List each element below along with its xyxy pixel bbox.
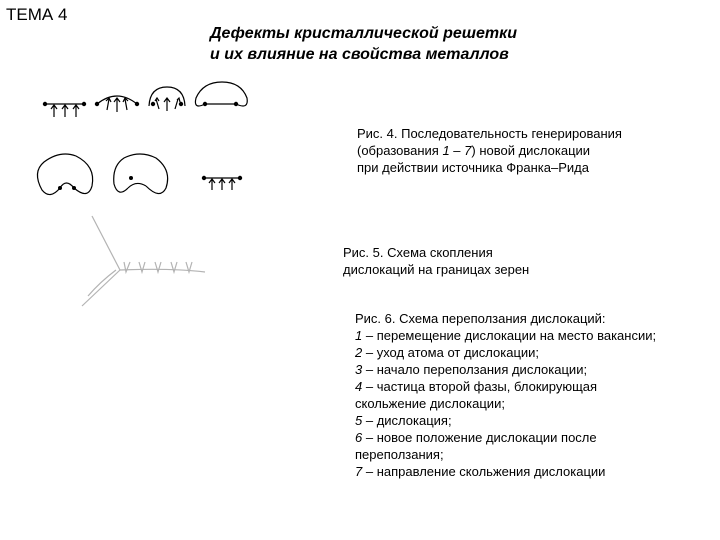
frank-read-stage-1 xyxy=(43,102,86,117)
fig6-item xyxy=(355,412,656,429)
fig6-item-text: – дислокация; xyxy=(362,413,452,428)
fig5-caption xyxy=(343,244,529,278)
fig4-line-2-range: 1 – 7 xyxy=(442,143,472,158)
fig6-item xyxy=(355,361,656,378)
frank-read-stage-2 xyxy=(95,96,139,112)
fig6-item-text: – начало переползания дислокации; xyxy=(362,362,588,377)
fig6-item-number: 2 xyxy=(355,345,363,360)
frank-read-stage-6 xyxy=(114,154,168,194)
fig6-item-text: – частица второй фазы, блокирующая xyxy=(362,379,598,394)
fig6-item-number: 6 xyxy=(355,430,363,445)
fig6-item-text: – уход атома от дислокации; xyxy=(362,345,540,360)
fig6-item xyxy=(355,378,656,395)
fig6-item-text: переползания; xyxy=(355,447,444,462)
topic-label: ТЕМА 4 xyxy=(6,5,68,24)
fig6-item xyxy=(355,463,656,480)
frank-read-stage-4 xyxy=(195,82,247,106)
fig5-line-1: Рис. 5. Схема скопления xyxy=(343,245,493,260)
title-line-2: и их влияние на свойства металлов xyxy=(210,46,509,63)
fig4-line-2 xyxy=(357,142,622,159)
fig6-item-text: – новое положение дислокации после xyxy=(362,430,597,445)
fig4-line-1: Рис. 4. Последовательность генерирования xyxy=(357,126,622,141)
fig6-caption xyxy=(355,310,656,480)
fig6-item-text: скольжение дислокации; xyxy=(355,396,505,411)
fig5-line-2: дислокаций на границах зерен xyxy=(343,262,530,277)
fig6-item-text: – перемещение дислокации на место вакансии; xyxy=(362,328,657,343)
fig6-item-number: 1 xyxy=(355,328,363,343)
fig6-item xyxy=(355,429,656,446)
fig4-line-3: при действии источника Франка–Рида xyxy=(357,160,589,175)
title-line-1: Дефекты кристаллической решетки xyxy=(210,25,518,42)
grain-boundary-pileup xyxy=(82,216,205,306)
fig6-item-text: – направление скольжения дислокации xyxy=(362,464,606,479)
fig6-item xyxy=(355,446,656,463)
fig6-item-number: 3 xyxy=(355,362,363,377)
frank-read-stage-5 xyxy=(37,154,92,195)
fig6-item-number: 7 xyxy=(355,464,363,479)
frank-read-stage-3 xyxy=(149,87,185,111)
fig6-item-number: 4 xyxy=(355,379,363,394)
fig6-heading: Рис. 6. Схема переползания дислокаций: xyxy=(355,311,606,326)
fig6-item xyxy=(355,344,656,361)
fig6-item-number: 5 xyxy=(355,413,363,428)
fig4-caption xyxy=(357,125,622,176)
frank-read-stage-7 xyxy=(202,176,242,190)
fig4-line-2-post: ) новой дислокации xyxy=(471,143,591,158)
fig6-item xyxy=(355,327,656,344)
fig4-line-2-pre: (образования xyxy=(357,143,443,158)
fig6-item xyxy=(355,395,656,412)
